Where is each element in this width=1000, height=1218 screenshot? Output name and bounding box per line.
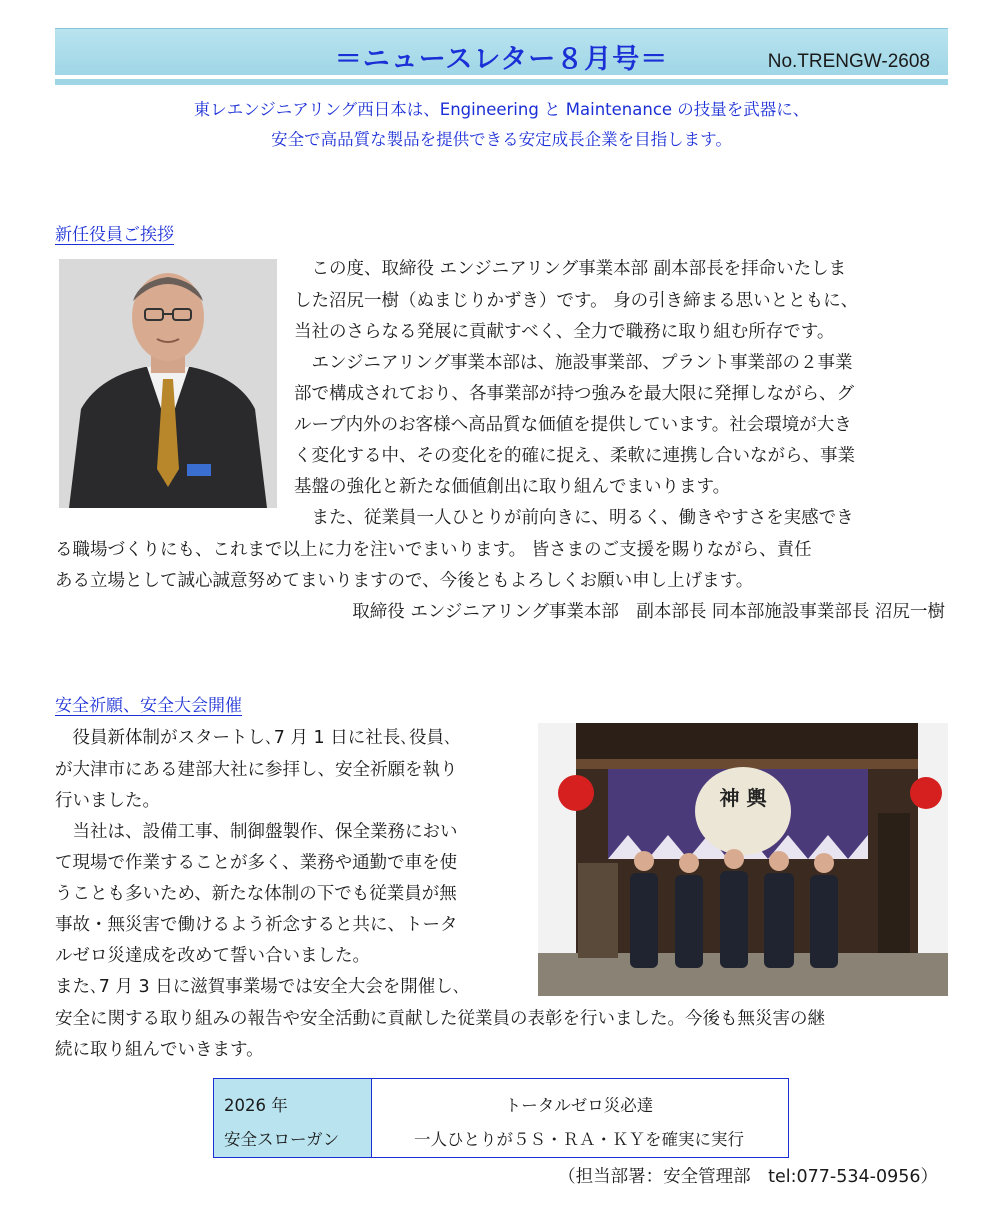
group-photo-shrine bbox=[538, 723, 948, 996]
safety-line: うことも多いため、新たな体制の下でも従業員が無 bbox=[55, 884, 457, 904]
safety-line: 安全に関する取り組みの報告や安全活動に貢献した従業員の表彰を行いました。今後も無災害の継 bbox=[55, 1009, 825, 1029]
portrait-illustration bbox=[59, 259, 277, 508]
safety-line: ルゼロ災達成を改めて誓い合いました。 bbox=[55, 946, 370, 966]
slogan-year: 2026 年 bbox=[224, 1096, 288, 1115]
shrine-illustration bbox=[538, 723, 948, 996]
banner-divider bbox=[55, 79, 948, 85]
safety-line: 行いました。 bbox=[55, 791, 160, 811]
safety-line: 続に取り組んでいきます。 bbox=[55, 1040, 264, 1060]
greeting-line: る職場づくりにも、これまで以上に力を注いでまいります。 皆さまのご支援を賜りながら、責任 bbox=[55, 540, 812, 560]
slogan-label: 安全スローガン bbox=[224, 1130, 340, 1149]
greeting-line: 基盤の強化と新たな価値創出に取り組んでまいります。 bbox=[294, 477, 731, 497]
greeting-line: 当社のさらなる発展に貢献すべく、全力で職務に取り組む所存です。 bbox=[294, 322, 835, 342]
safety-line: て現場で作業することが多く、業務や通勤で車を使 bbox=[55, 853, 458, 873]
greeting-line: また、従業員一人ひとりが前向きに、明るく、働きやすさを実感でき bbox=[294, 508, 854, 528]
greeting-line: エンジニアリング事業本部は、施設事業部、プラント事業部の２事業 bbox=[294, 353, 853, 373]
greeting-signature: 取締役 エンジニアリング事業本部 副本部長 同本部施設事業部長 沼尻一樹 bbox=[352, 602, 945, 622]
greeting-line: この度、取締役 エンジニアリング事業本部 副本部長を拝命いたしま bbox=[294, 259, 847, 279]
greeting-line: ループ内外のお客様へ高品質な価値を提供しています。社会環境が大き bbox=[294, 415, 852, 435]
greeting-line: した沼尻一樹（ぬまじりかずき）です。 身の引き締まる思いとともに、 bbox=[294, 291, 859, 311]
lantern-sign: 神 輿 bbox=[719, 786, 767, 810]
safety-line: 役員新体制がスタートし､7 月 1 日に社長､役員､ bbox=[55, 728, 453, 748]
safety-line: が大津市にある建部大社に参拝し、安全祈願を執り bbox=[55, 760, 458, 780]
newsletter-banner bbox=[55, 28, 948, 75]
slogan-line-1: トータルゼロ災必達 bbox=[504, 1096, 654, 1115]
newsletter-title: ＝ニュースレター８月号＝ bbox=[334, 44, 669, 75]
section-heading-new-officer: 新任役員ご挨拶 bbox=[55, 225, 174, 245]
portrait-photo bbox=[59, 259, 277, 508]
section-heading-safety: 安全祈願、安全大会開催 bbox=[55, 696, 242, 716]
slogan-line-2: 一人ひとりが５Ｓ・ＲＡ・ＫＹを確実に実行 bbox=[414, 1130, 744, 1149]
issue-number: No.TRENGW-2608 bbox=[767, 51, 930, 72]
contact-info: （担当部署：安全管理部 tel:077-534-0956） bbox=[558, 1167, 938, 1187]
intro-line-1: 東レエンジニアリング西日本は、Engineering と Maintenance の技量を武器に、 bbox=[193, 100, 810, 119]
greeting-line: く変化する中、その変化を的確に捉え、柔軟に連携し合いながら、事業 bbox=[294, 446, 856, 466]
safety-line: 当社は、設備工事、制御盤製作、保全業務におい bbox=[55, 822, 458, 842]
intro-line-2: 安全で高品質な製品を提供できる安定成長企業を目指します。 bbox=[271, 130, 732, 149]
greeting-line: 部で構成されており、各事業部が持つ強みを最大限に発揮しながら、グ bbox=[294, 384, 854, 404]
safety-line: 事故・無災害で働けるよう祈念すると共に、トータ bbox=[55, 915, 458, 935]
greeting-line: ある立場として誠心誠意努めてまいりますので、今後ともよろしくお願い申し上げます。 bbox=[55, 571, 754, 591]
safety-line: また､7 月 3 日に滋賀事業場では安全大会を開催し､ bbox=[55, 977, 462, 997]
